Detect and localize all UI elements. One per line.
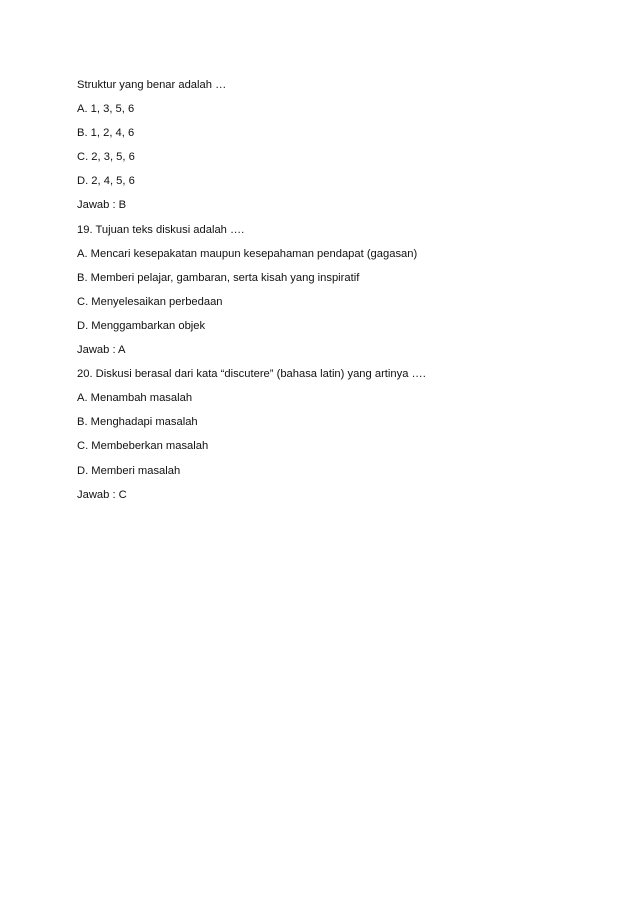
answer-line: Jawab : B [77, 199, 127, 212]
document-body [77, 78, 577, 512]
option-c: C. 2, 3, 5, 6 [77, 151, 135, 164]
option-c: C. Membeberkan masalah [77, 440, 209, 453]
option-b: B. 1, 2, 4, 6 [77, 127, 135, 140]
option-a: A. Mencari kesepakatan maupun kesepahaman pendapat (gagasan) [77, 247, 418, 260]
option-b: B. Menghadapi masalah [77, 416, 198, 429]
option-d: D. 2, 4, 5, 6 [77, 175, 135, 188]
option-d: D. Menggambarkan objek [77, 319, 206, 332]
question-20: 20. Diskusi berasal dari kata “discutere” (bahasa latin) yang artinya …. [77, 368, 426, 381]
question-19: 19. Tujuan teks diskusi adalah …. [77, 223, 245, 236]
option-a: A. Menambah masalah [77, 392, 193, 405]
question-stem: Struktur yang benar adalah … [77, 79, 227, 91]
option-a: A. 1, 3, 5, 6 [77, 103, 135, 116]
option-d: D. Memberi masalah [77, 464, 181, 477]
option-c: C. Menyelesaikan perbedaan [77, 295, 223, 308]
answer-line: Jawab : C [77, 488, 127, 501]
option-b: B. Memberi pelajar, gambaran, serta kisah yang inspiratif [77, 271, 360, 284]
answer-line: Jawab : A [77, 344, 126, 357]
